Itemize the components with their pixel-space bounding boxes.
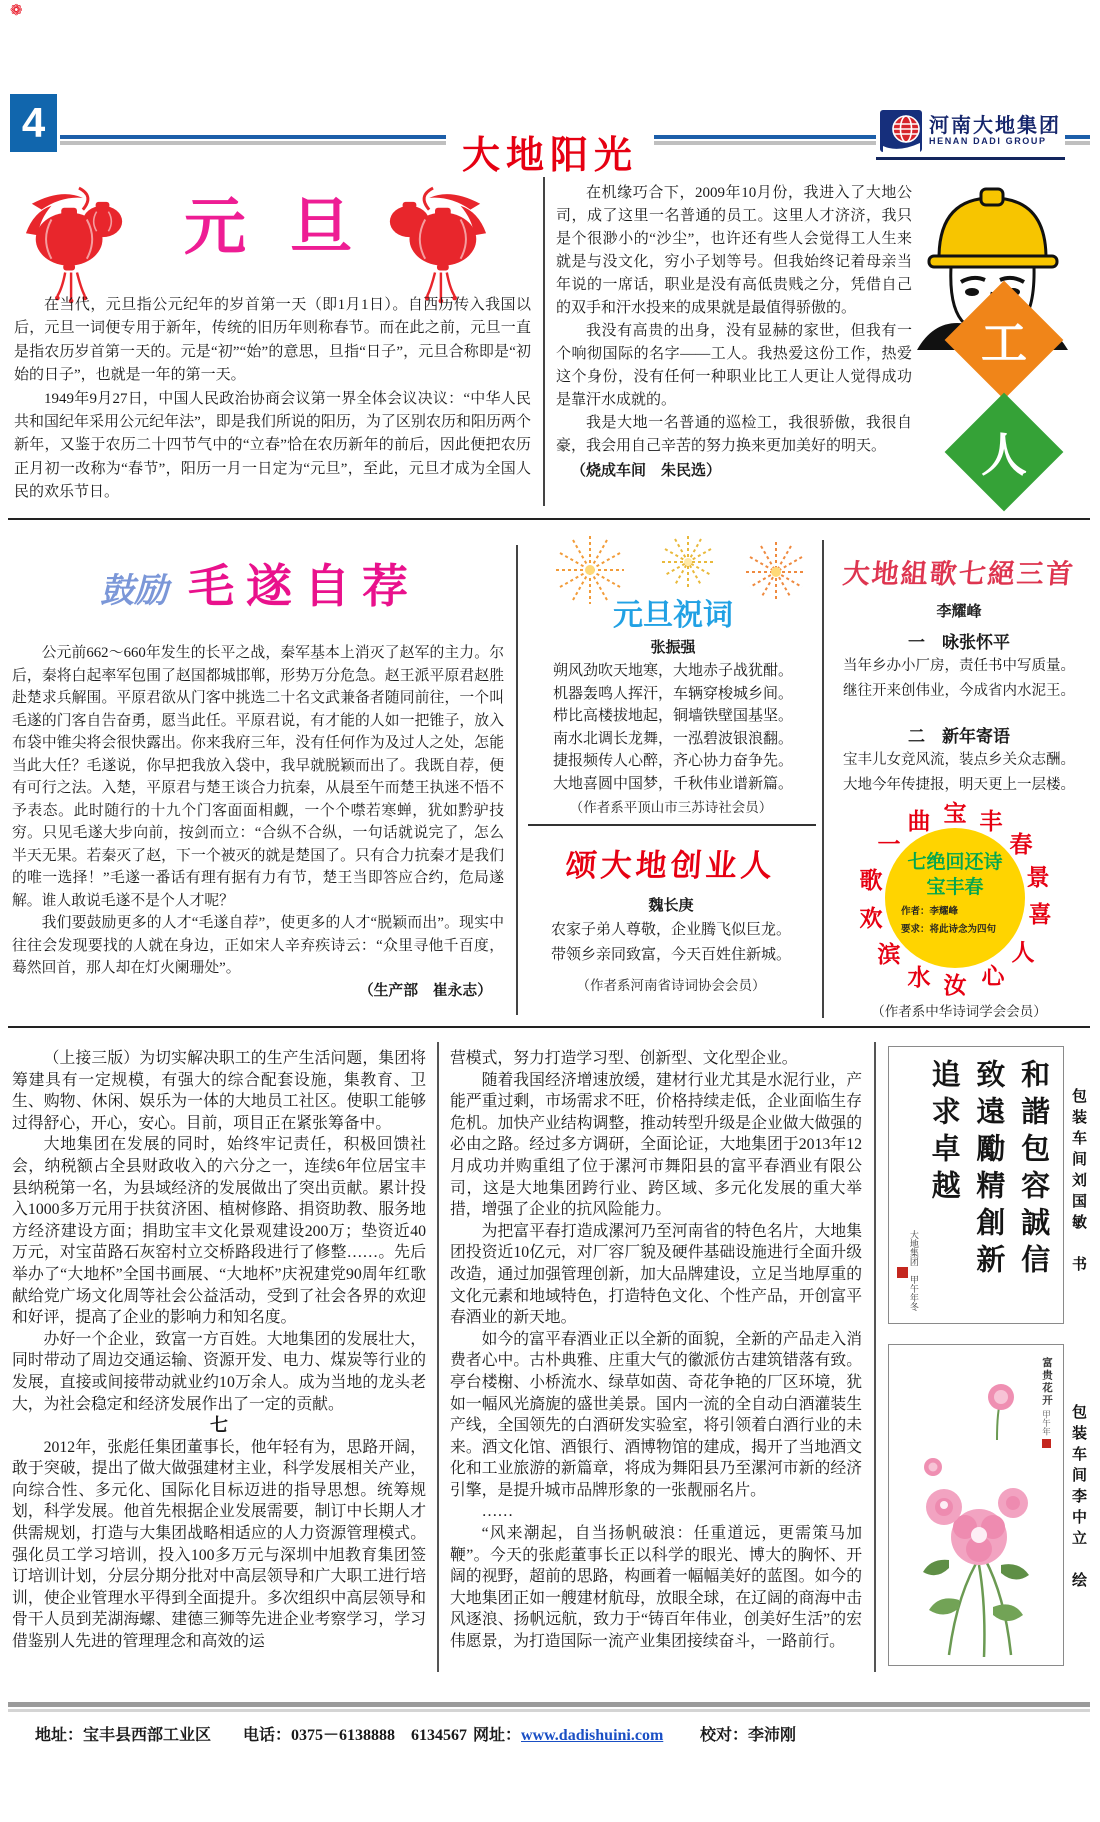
ring-char: 喜 xyxy=(1028,902,1052,927)
ring-char: 一 xyxy=(877,832,901,857)
footer-website xyxy=(473,1722,663,1745)
worker-badge-ren xyxy=(945,393,1064,512)
zuge-author: 李耀峰 xyxy=(936,604,982,620)
zuge-title: 大地組歌七絕三首 xyxy=(841,559,1077,589)
ring-char: 春 xyxy=(1009,832,1033,857)
zuge-poem2-title: 二 新年寄语 xyxy=(908,727,1010,746)
maosui-title-main: 毛遂自荐 xyxy=(188,561,420,612)
peony-painting xyxy=(889,1345,1061,1663)
poem-line: 大地今年传捷报，明天更上一层楼。 xyxy=(843,777,1075,793)
maosui-title-prefix: 鼓励 xyxy=(100,573,168,610)
maosui-title xyxy=(20,556,500,629)
yuandan-paragraph: 1949年9月27日，中国人民政治协商会议第一界全体会议决议：“中华人民共和国纪年采用公元纪年法”，即是我们所说的阳历，为了区别农历和阳历两个新年，又鉴于农历二十四节气中的“立春”恰在农历新年的前后，因此便把农历正月初一改称为“春节”，阳历一月一日定为“元旦”，至此，元旦才成为全国人民的欢乐节日。 xyxy=(14,390,531,501)
poem-line: 大地喜圆中国梦，千秋伟业谱新篇。 xyxy=(552,775,793,792)
ring-char: 丰 xyxy=(979,809,1003,834)
continued-article-col2 xyxy=(450,1048,862,1653)
footer-website-link[interactable]: www.dadishuini.com xyxy=(521,1727,664,1744)
song-author: 魏长庚 xyxy=(648,898,694,914)
calligraphy-column-mid: 致遠勵精創新 xyxy=(972,1059,1007,1281)
zuge-note: （作者系中华诗词学会会员） xyxy=(871,1004,1047,1019)
zhuci-author: 张振强 xyxy=(650,640,696,656)
song-poem xyxy=(518,918,824,968)
zuge-poem1-title: 一 咏张怀平 xyxy=(908,633,1010,652)
poem-line: 栉比高楼拔地起，铜墙铁壁国基坚。 xyxy=(552,708,793,724)
ring-char: 滨 xyxy=(877,942,901,967)
continued-paragraph: 营模式，努力打造学习型、创新型、文化型企业。 xyxy=(450,1050,798,1067)
worker-essay xyxy=(556,182,912,483)
maosui-byline: （生产部 崔永志） xyxy=(358,982,492,999)
page-number: 4 xyxy=(10,94,57,152)
continued-paragraph: （上接三版）为切实解决职工的生产生活问题，集团将筹建具有一定规模，有强大的综合配套设施，集教育、卫生、购物、休闲、娱乐为一体的大地员工社区。使职工能够过得舒心，开心，安心。目前，项目正在紧张筹备中。 xyxy=(12,1050,426,1132)
continued-article-col1 xyxy=(12,1048,426,1653)
zhuci-note: （作者系平顶山市三苏诗社会员） xyxy=(569,800,773,815)
painting-caption: 包装车间李中立 绘 xyxy=(1070,1404,1086,1593)
ring-poem-circle xyxy=(885,828,1025,968)
red-seal-icon xyxy=(897,1267,908,1278)
ring-char: 水 xyxy=(907,965,931,990)
ring-char: 心 xyxy=(981,964,1005,989)
section-title: 大地阳光 xyxy=(446,135,654,177)
painting-inscription-text: 富贵花开 xyxy=(1041,1357,1052,1407)
section-number-mark: 七 xyxy=(210,1415,228,1436)
ring-poem xyxy=(845,790,1065,1010)
logo-name-en: HENAN DADI GROUP xyxy=(929,135,1047,146)
footer-website-label: 网址： xyxy=(473,1727,522,1744)
calligraphy-column-left: 追求卓越 xyxy=(927,1059,962,1207)
poem-line: 继往开来创伟业，今成省内水泥王。 xyxy=(843,683,1075,699)
zuge-poem1 xyxy=(826,654,1092,704)
calligraphy-signature xyxy=(897,1230,921,1311)
footer-phone: 电话：0375－6138888 6134567 xyxy=(243,1727,468,1744)
ring-center-line2: 宝丰春 xyxy=(926,877,984,898)
ring-char: 人 xyxy=(1011,940,1035,965)
red-seal-icon xyxy=(1042,1439,1051,1448)
footer-address: 地址：宝丰县西部工业区 xyxy=(35,1727,212,1744)
footer-rule-dark xyxy=(8,1702,1090,1707)
ring-char: 曲 xyxy=(907,809,931,834)
calligraphy-column-right: 和諧包容誠信 xyxy=(1017,1059,1052,1281)
poem-line: 当年乡办小厂房，责任书中写质量。 xyxy=(843,658,1075,674)
maosui-paragraph: 公元前662～660年发生的长平之战，秦军基本上消灭了赵军的主力。尔后，秦将白起率军包围了赵国都城邯郸，形势万分危急。赵王派平原君赵胜赴楚求兵解围。平原君欲从门客中挑选二十名文武兼备者随同前往，一个叫毛遂的门客自告奋勇，愿当此任。平原君说，有才能的人如一把锥子，放入布袋中锥尖将会很快露出。你来我府三年，没有任何作为及过人之处，怎能当此大任？毛遂说，你早把我放入袋中，我早就脱颖而出了。我既自荐，便有可行之法。入楚，平原君与楚王谈合力抗秦，从晨至午而楚王执迷不悟不予表态。此时随行的十九个门客面面相觑，一个个噤若寒蝉，犹如黔驴技穷。只见毛遂大步向前，按剑而立：“合纵不合纵，一句话就说完了，怎么半天无果。若秦灭了赵，下一个被灭的就是楚国了。只有合力抗秦才是我们的唯一选择！”毛遂一番话有理有据有力有节，楚王当即答应合约，危局遂解。谁人敢说毛遂不是个人才呢？ xyxy=(12,645,504,909)
maosui-paragraph: 我们要鼓励更多的人才“毛遂自荐”，使更多的人才“脱颖而出”。现实中往往会发现要找的人就在身边，正如宋人辛弃疾诗云：“众里寻他千百度，蓦然回首，那人却在灯火阑珊处”。 xyxy=(12,915,504,976)
globe-logo-icon xyxy=(880,110,922,152)
column-divider xyxy=(543,176,545,506)
ring-char: 宝 xyxy=(943,801,967,826)
column-divider xyxy=(874,1042,876,1672)
zhuci-title: 元旦祝词 xyxy=(613,599,733,632)
painting-inscription xyxy=(1039,1357,1054,1448)
continued-paragraph: …… xyxy=(481,1503,514,1521)
badge-gong-char: 工 xyxy=(981,317,1027,369)
continued-paragraph: 随着我国经济增速放缓，建材行业尤其是水泥行业，产能严重过剩，市场需求不旺，价格持续走低，企业面临生存危机。加快产业结构调整，推动转型升级是企业做大做强的必由之路。经过多方调研，全面论证，大地集团于2013年12月成功并购重组了位于漯河市舞阳县的富平春酒业有限公司，这是大地集团跨行业、跨区域、多元化发展的重大举措，增强了企业的抗风险能力。 xyxy=(450,1071,862,1219)
footer-rule-light xyxy=(8,1709,1090,1712)
calligraphy-caption: 包装车间刘国敏 书 xyxy=(1070,1088,1086,1277)
poem-line: 南水北调长龙舞，一泓碧波银浪翻。 xyxy=(552,730,793,747)
continued-paragraph: 如今的富平春酒业正以全新的面貌，全新的产品走入消费者心中。古朴典雅、庄重大气的徽派仿古建筑错落有致。亭台楼榭、小桥流水、绿草如茵、奇花争艳的厂区环境，犹如一幅风光旖旎的盛世美景。国内一流的全自动白酒灌装生产线，全国领先的白酒研发实验室，将引领着白酒行业的未来。酒文化馆、酒银行、酒博物馆的建成，揭开了当地酒文化和工业旅游的新篇章，将成为舞阳县乃至漯河市新的经济引擎，是提升城市品牌形象的一张靓丽名片。 xyxy=(450,1330,862,1499)
ring-char: 景 xyxy=(1026,865,1050,890)
worker-paragraph: 我没有高贵的出身，没有显赫的家世，但我有一个响彻国际的名字——工人。我热爱这份工作，热爱这个身份，没有任何一种职业比工人更让人觉得成功是靠汗水成就的。 xyxy=(556,323,912,408)
poem-line: 捷报频传人心醉，齐心协力奋争先。 xyxy=(552,753,793,769)
calligraphy-signature-text: 大地集团 甲午年冬 xyxy=(908,1230,919,1311)
yuandan-title: 元旦 xyxy=(183,194,396,262)
company-logo xyxy=(876,108,1065,160)
painting-signature-text: 甲午年 xyxy=(1041,1410,1052,1436)
continued-paragraph: 为把富平春打造成漯河乃至河南省的特色名片，大地集团投资近10亿元，对厂容厂貌及硬件基础设施进行全面升级改造，通过加强管理创新，加大品牌建设，立足当地厚重的文化元素和地域特色，打造特色文化、个性产品，开创富平春酒业的新天地。 xyxy=(450,1222,862,1327)
song-note: （作者系河南省诗词协会会员） xyxy=(576,978,766,993)
poem-line: 朔风劲吹天地寒，大地赤子战犹酣。 xyxy=(552,663,793,679)
column-divider xyxy=(437,1042,439,1672)
painting-panel xyxy=(888,1344,1064,1666)
poem-line: 带领乡亲同致富，今天百姓住新城。 xyxy=(550,947,791,963)
section-divider xyxy=(8,1026,1090,1028)
maosui-article xyxy=(12,642,504,1002)
yuandan-article xyxy=(14,294,531,505)
ring-char: 汝 xyxy=(943,973,967,998)
logo-name-cn: 河南大地集团 xyxy=(929,114,1061,137)
worker-byline: （烧成车间 朱民选） xyxy=(571,463,722,479)
zhuci-poem xyxy=(528,660,818,795)
continued-paragraph: 2012年，张彪任集团董事长，他年轻有为，思路开阔，敢于突破，提出了做大做强建材主业，科学发展相关产业，向综合性、多元化、国际化目标迈进的指导思想。统筹规划，科学发展。他首先根据企业发展需要，制订中长期人才供需规划，打造与大集团战略相适应的人力资源管理模式。强化员工学习培训，投入100多万元与深圳中旭教育集团签订培训计划，分层分期分批对中高层领导和广大职工进行培训，使企业管理水平得到全面提升。多次组织中高层领导和骨干人员到芜湖海螺、建德三狮等先进企业考察学习，学习借鉴别人先进的管理理念和高效的运 xyxy=(12,1438,426,1651)
calligraphy-panel xyxy=(888,1046,1064,1324)
song-title: 颂大地创业人 xyxy=(564,848,778,883)
poem-line: 农家子弟人尊敬，企业腾飞似巨龙。 xyxy=(550,922,791,938)
continued-paragraph: 大地集团在发展的同时，始终牢记责任，积极回馈社会，纳税额占全县财政收入的六分之一，连续6年位居宝丰县纳税第一名，为县域经济的发展做出了突出贡献。累计投入1000多万元用于扶贫济困、植树修路、捐资助教、服务地方经济建设方面；捐助宝丰文化景观建设200万；垫资近40万元，对宝苗路石灰窑村立交桥路段进行了修整……。先后举办了“大地杯”全国书画展、“大地杯”庆祝建党90周年红歌献给党广场文化周等社会公益活动，受到了社会各界的欢迎和好评，提高了企业的影响力和知名度。 xyxy=(12,1136,426,1327)
column-inner-divider xyxy=(528,824,816,826)
worker-paragraph: 我是大地一名普通的巡检工，我很骄傲，我很自豪，我会用自己辛苦的努力换来更加美好的明天。 xyxy=(556,415,912,454)
ring-rule-note: 要求：将此诗念为四句 xyxy=(901,925,997,935)
section-divider xyxy=(8,518,1090,520)
ring-author-note: 作者：李耀峰 xyxy=(901,907,959,917)
footer-proofreader: 校对：李沛刚 xyxy=(700,1727,797,1744)
yuandan-paragraph: 在当代，元旦指公元纪年的岁首第一天（即1月1日）。自西历传入我国以后，元旦一词便专用于新年，传统的旧历年则称春节。而在此之前，元旦一直是指农历岁首第一天的。元是“初”“始”的意思，旦指“日子”，元旦合称即是“初始的日子”，也就是一年的第一天。 xyxy=(14,297,531,384)
continued-paragraph: 办好一个企业，致富一方百姓。大地集团的发展壮大，同时带动了周边交通运输、资源开发、电力、煤炭等行业的发展，直接或间接带动就业约10万余人。成为当地的龙头老大，为社会稳定和经济发展作出了一定的贡献。 xyxy=(12,1330,426,1413)
continued-paragraph: “风来潮起，自当扬帆破浪：任重道远，更需策马加鞭”。今天的张彪董事长正以科学的眼光、博大的胸怀、开阔的视野，超前的思路，构画着一幅幅美好的蓝图。如今的大地集团正如一艘建材航母，放眼全球，在辽阔的商海中击风逐浪、扬帆远航，致力于“铸百年伟业，创美好生活”的宏伟愿景，为打造国际一流产业集团接续奋斗，一路前行。 xyxy=(450,1525,862,1651)
poem-line: 宝丰儿女竞风流，装点乡关众志酬。 xyxy=(843,752,1075,768)
poem-line: 机器轰鸣人挥汗，车辆穿梭城乡间。 xyxy=(552,685,793,702)
worker-paragraph: 在机缘巧合下，2009年10月份，我进入了大地公司，成了这里一名普通的员工。这里人才济济，我只是个很渺小的“沙尘”，也许还有些人会觉得工人生来就是与没文化，穷小子划等号。但我始终记着母亲当年说的一席话，职业是没有高低贵贱之分，凭借自己的双手和汗水投来的成果就是最值得骄傲的。 xyxy=(556,185,912,316)
ring-char: 歌 xyxy=(859,868,883,893)
corner-ornament-icon: ❁ xyxy=(10,3,23,19)
badge-ren-char: 人 xyxy=(981,429,1027,481)
ring-char: 欢 xyxy=(859,906,883,931)
ring-center-line1: 七绝回还诗 xyxy=(907,852,1003,873)
